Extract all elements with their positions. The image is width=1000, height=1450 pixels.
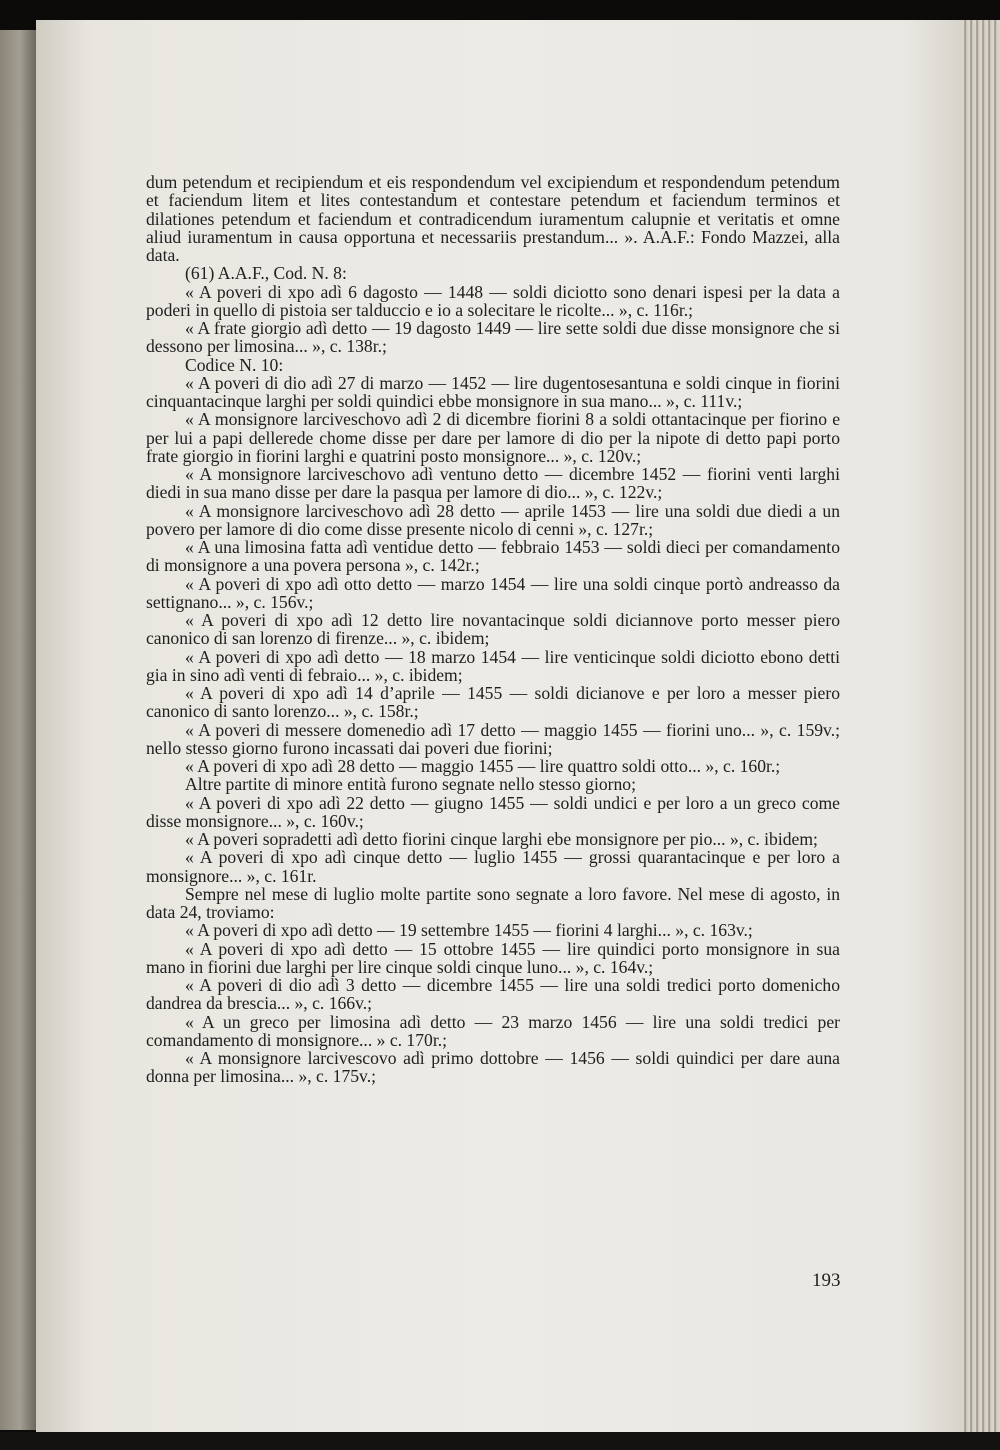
paragraph: Sempre nel mese di luglio molte partite sono segnate a loro favore. Nel mese di agosto, in data 24, troviamo: [146,883,840,922]
paragraph: « A monsignore larciveschovo adì ventuno detto — dicembre 1452 — fiorini venti larghi diedi in sua mano disse per dare la pasqua per lamore di dio... », c. 122v.; [146,464,840,503]
paragraph: « A poveri di xpo adì detto — 19 settembre 1455 — fiorini 4 larghi... », c. 163v.; [185,920,753,941]
paragraph: « A una limosina fatta adì ventidue detto — febbraio 1453 — soldi dieci per comandamento di monsignore a una povera persona », c. 142r.; [146,537,840,576]
book-bottom-edge [0,1432,1000,1450]
paragraph: « A monsignore larcivescovo adì primo dottobre — 1456 — soldi quindici per dare auna donna per limosina... », c. 175v.; [146,1048,840,1087]
paragraph: « A poveri di dio adì 3 detto — dicembre 1455 — lire una soldi tredici porto domenicho dandrea da brescia... », c. 166v.; [146,975,840,1014]
body-text [146,173,840,1086]
page-number: 193 [812,1270,841,1291]
paragraph: « A poveri di xpo adì 14 d’aprile — 1455 — soldi dicianove e per loro a messer piero canonico di santo lorenzo... », c. 158r.; [146,683,840,722]
paragraph: « A un greco per limosina adì detto — 23 marzo 1456 — lire una soldi tredici per comandamento di monsignore... » c. 170r.; [146,1011,840,1050]
paragraph: dum petendum et recipiendum et eis respondendum vel excipiendum et respondendum petendum et faciendum litem et lites contestandum et contestare petendum et faciendum terminos et dilationes petendum et faciendum et contradicendum iuramentum calupnie et veritatis et omne aliud iuramentum in causa opportuna et necessariis prestandum... ». A.A.F.: Fondo Mazzei, alla data. [146,172,840,265]
paragraph: « A poveri di xpo adì 28 detto — maggio 1455 — lire quattro soldi otto... », c. 160r.; [185,756,781,776]
book-binding-left [0,30,36,1430]
paragraph: « A poveri di xpo adì 22 detto — giugno 1455 — soldi undici e per loro a un greco come disse monsignore... », c. 160v.; [146,792,840,831]
paragraph: « A monsignore larciveschovo adì 28 detto — aprile 1453 — lire una soldi due diedi a un povero per lamore di dio come disse presente nicolo di cenni », c. 127r.; [146,500,840,539]
paragraph: « A poveri di xpo adì cinque detto — luglio 1455 — grossi quarantacinque e per loro a monsignore... », c. 161r. [146,847,840,886]
paragraph: « A poveri di messere domenedio adì 17 detto — maggio 1455 — fiorini uno... », c. 159v.; nello stesso giorno furono incassati dai poveri due fiorini; [146,719,840,758]
paragraph: « A poveri di xpo adì 6 dagosto — 1448 — soldi diciotto sono denari ispesi per la data a poderi in quello di pistoia ser talduccio e io a solecitare le ricolte... », c. 116r.; [146,281,840,320]
page-edges [962,20,1000,1432]
paragraph: « A monsignore larciveschovo adì 2 di dicembre fiorini 8 a soldi ottantacinque per fiorino e per lui a papi dellerede chome disse per dare per lamore di dio per la nipote di detto papi porto frate giorgio in fiorini larghi e quatrini posto monsignore... », c. 120v.; [146,409,840,466]
paragraph: « A poveri sopradetti adì detto fiorini cinque larghi ebe monsignore per pio... », c. ibidem; [185,829,818,849]
paragraph: « A poveri di xpo adì 12 detto lire novantacinque soldi diciannove porto messer piero canonico di san lorenzo di firenze... », c. ibidem; [146,610,840,649]
paragraph: Altre partite di minore entità furono segnate nello stesso giorno; [185,774,636,795]
paragraph: « A poveri di dio adì 27 di marzo — 1452 — lire dugentosesantuna e soldi cinque in fiorini cinquantacinque larghi per soldi quindici ebbe monsignore in sua mano... », c. 111v.; [146,372,840,411]
paragraph: « A poveri di xpo adì detto — 18 marzo 1454 — lire venticinque soldi diciotto ebono detti gia in sino adì venti di febraio... », c. ibidem; [146,646,840,685]
paragraph: « A frate giorgio adì detto — 19 dagosto 1449 — lire sette soldi due disse monsignore che si dessono per limosina... », c. 138r.; [146,318,840,357]
paragraph: « A poveri di xpo adì otto detto — marzo 1454 — lire una soldi cinque portò andreasso da settignano... », c. 156v.; [146,573,840,612]
section-heading: Codice N. 10: [185,354,284,375]
paragraph: « A poveri di xpo adì detto — 15 ottobre 1455 — lire quindici porto monsignore in sua mano in fiorini due larghi per lire cinque soldi cinque luno... », c. 164v.; [146,938,840,977]
footnote-heading: (61) A.A.F., Cod. N. 8: [185,263,347,284]
